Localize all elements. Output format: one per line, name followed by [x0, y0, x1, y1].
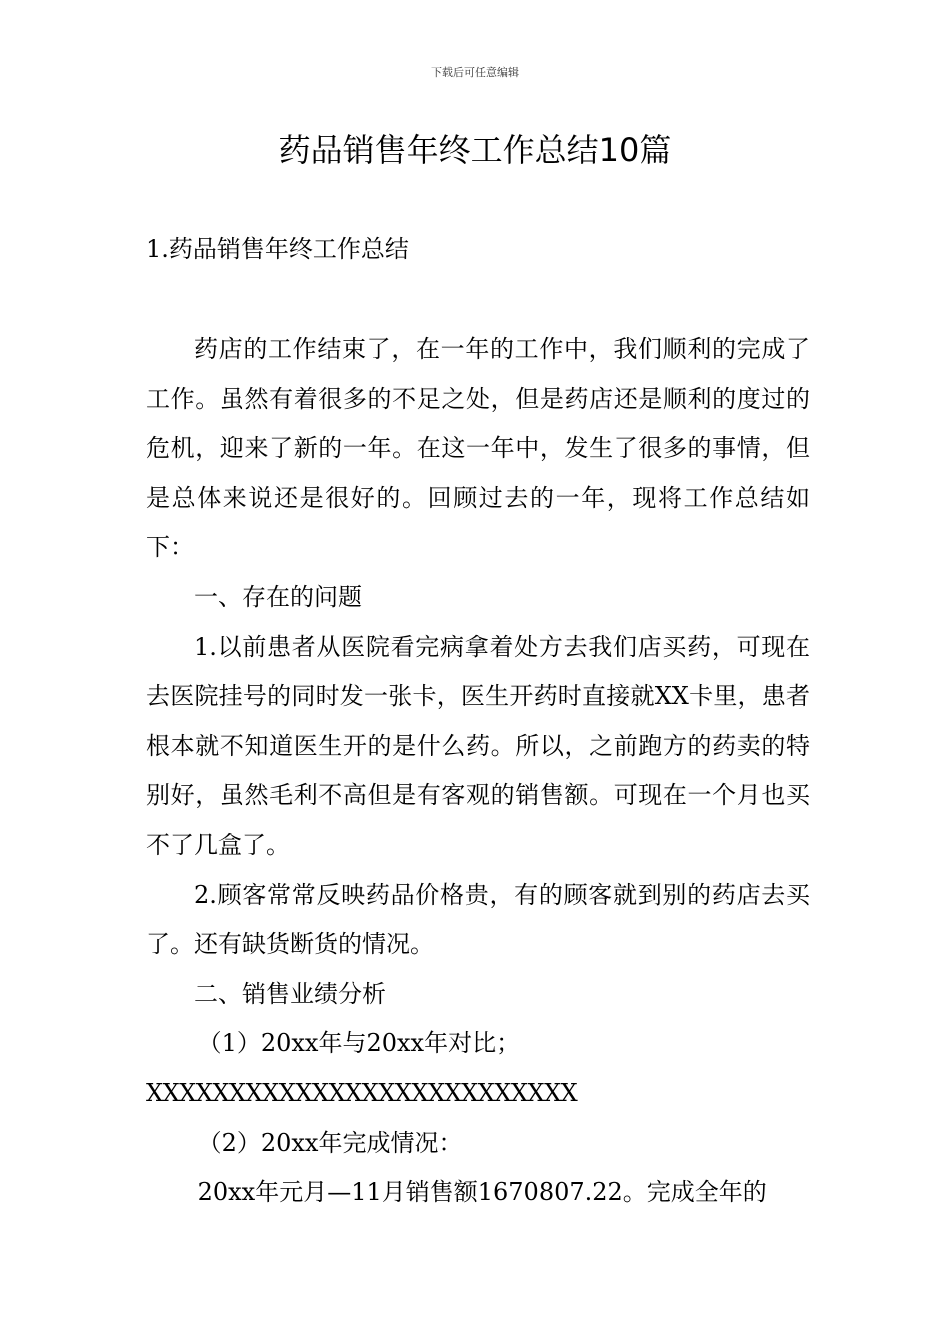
- header-note: 下载后可任意编辑: [431, 66, 519, 79]
- problems-heading: 一、存在的问题: [194, 582, 362, 611]
- document-body: [146, 325, 810, 1218]
- placeholder-line: XXXXXXXXXXXXXXXXXXXXXXXXXX: [146, 1078, 578, 1107]
- problem-1-paragraph: 1.以前患者从医院看完病拿着处方去我们店买药，可现在去医院挂号的同时发一张卡，医生开药时直接就XX卡里，患者根本就不知道医生开的是什么药。所以，之前跑方的药卖的特别好，虽然毛利不高但是有客观的销售额。可现在一个月也买不了几盒了。: [146, 632, 810, 859]
- compare-heading: （1）20xx年与20xx年对比；: [197, 1029, 521, 1058]
- document-title: 药品销售年终工作总结10篇: [278, 131, 672, 169]
- completion-heading: （2）20xx年完成情况：: [197, 1128, 463, 1157]
- sales-heading: 二、销售业绩分析: [194, 979, 386, 1008]
- intro-paragraph: 药店的工作结束了，在一年的工作中，我们顺利的完成了工作。虽然有着很多的不足之处，但是药店还是顺利的度过的危机，迎来了新的一年。在这一年中，发生了很多的事情，但是总体来说还是很好的。回顾过去的一年，现将工作总结如下：: [146, 335, 810, 562]
- completion-paragraph: 20xx年元月—11月销售额1670807.22。完成全年的: [197, 1178, 767, 1207]
- problem-2-paragraph: 2.顾客常常反映药品价格贵，有的顾客就到别的药店去买了。还有缺货断货的情况。: [146, 880, 810, 959]
- section-heading: 1.药品销售年终工作总结: [146, 235, 409, 263]
